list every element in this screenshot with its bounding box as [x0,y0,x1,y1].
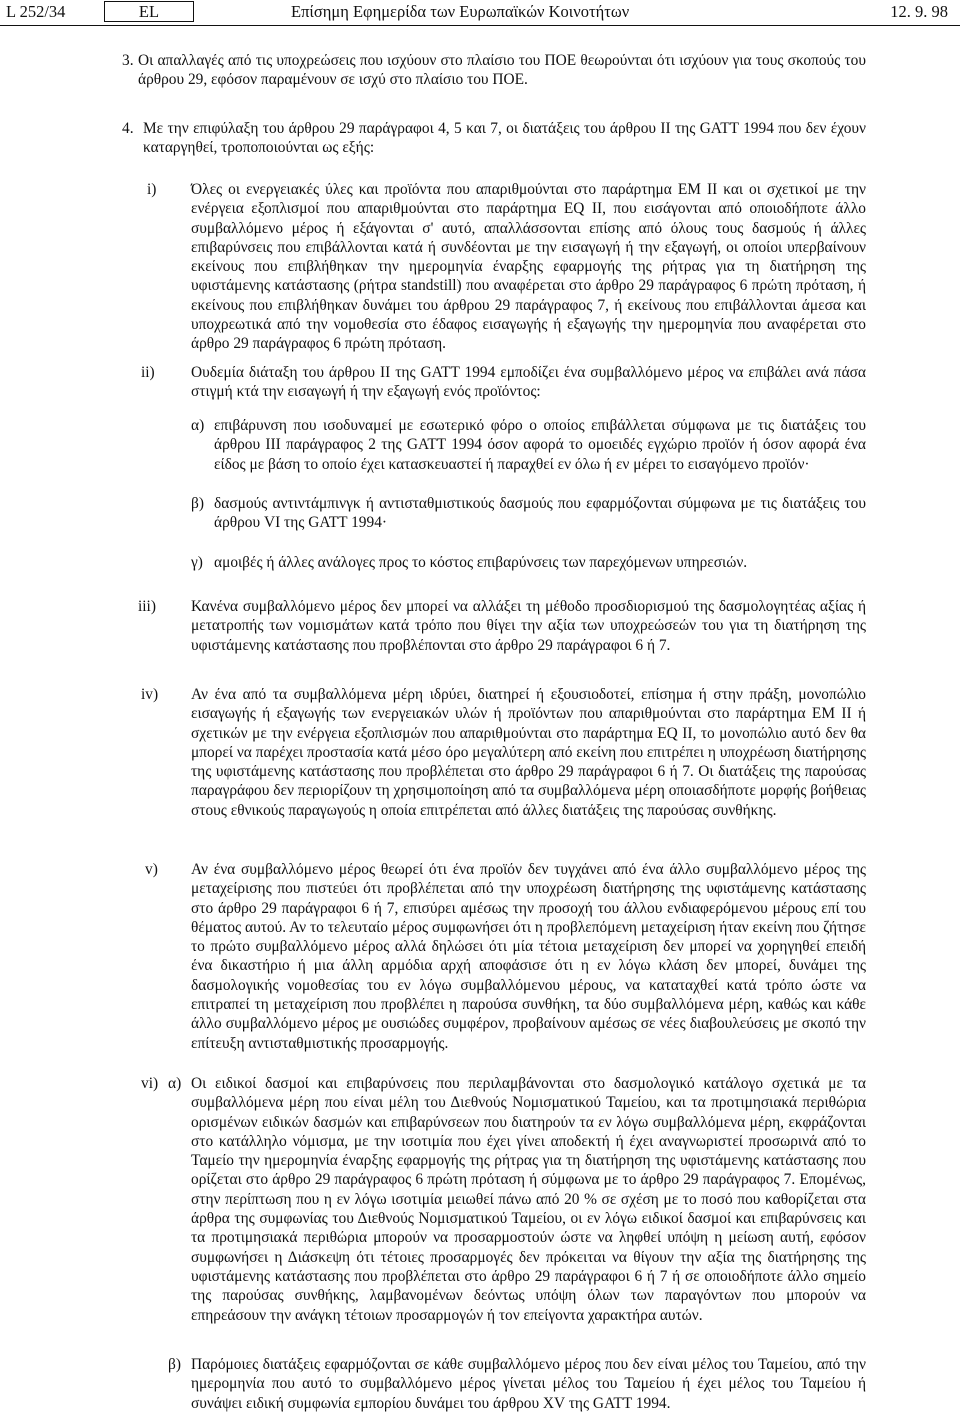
item-ii-c-text: αμοιβές ή άλλες ανάλογες προς το κόστος επιβαρύνσεις των παρεχόμενων υπηρεσιών. [214,554,748,571]
language-badge: EL [104,1,194,22]
header-rule [0,25,960,26]
item-iii-label: iii) [138,598,156,615]
item-ii-c-label: γ) [191,554,203,571]
item-ii-label: ii) [141,364,155,381]
paragraph-3-number: 3. [122,52,134,69]
paragraph-4-text: Με την επιφύλαξη του άρθρου 29 παράγραφοι 4, 5 και 7, οι διατάξεις του άρθρου II της GATT 1994 που δεν έχουν καταργηθεί, τροποποιούνται ως εξής: [143,120,866,157]
item-vi-label: vi) [141,1075,159,1092]
item-iv-text: Αν ένα από τα συμβαλλόμενα μέρη ιδρύει, διατηρεί ή εξουσιοδοτεί, επίσημα ή στην πράξη, μονοπώλιο εισαγωγής ή εξαγωγής των ενεργειακών υλών ή προϊόντων που απαριθμούνται στο παράρτημα EM II ή σχετικών με την ενέργεια εξοπλισμών που απαριθμούνται στο παράρτημα EQ II, το μονοπώλιο αυτό δεν θα μπορεί να παρέχει προστασία κατά μέσο όρο μεγαλύτερη από εκείνη που επιτρέπει η υποχρέωση διατήρησης της υφιστάμενης κατάστασης που προβλέπεται στο άρθρο 29 παράγραφοι 6 ή 7. Οι διατάξεις της παρούσας παραγράφου δεν περιορίζουν τη χρησιμοποίηση από τα συμβαλλόμενα μέρη οποιασδήποτε μορφής βοήθειας στους εθνικούς παραγωγούς η οποία επιτρέπεται από άλλες διατάξεις της παρούσας συνθήκης. [191,686,866,819]
journal-title: Επίσημη Εφημερίδα των Ευρωπαϊκών Κοινοτήτων [291,2,630,21]
item-vi-a-text: Οι ειδικοί δασμοί και επιβαρύνσεις που περιλαμβάνονται στο δασμολογικό κατάλογο σχετικά με τα συμβαλλόμενα μέρη που είναι μέλη του Διεθνούς Νομισματικού Ταμείου, και τα προτιμησιακά περιθώρια ορισμένων ειδικών δασμών και επιβαρύνσεων που διατηρούν τα εν λόγω συμβαλλόμενα μέρη, εκφράζονται στο κατάλληλο νόμισμα, με την ισοτιμία που έχει γίνει αποδεκτή ή έχει αναγνωριστεί προσωρινά από το Ταμείο την ημερομηνία έναρξης εφαρμογής της ρήτρας για τη διατήρηση της υφιστάμενης κατάστασης που ορίζεται στο άρθρο 29 παράγραφος 6 πρώτη πρόταση ή σύμφωνα με το άρθρο 29 παράγραφος 7. Επομένως, στην περίπτωση που η εν λόγω ισοτιμία μειωθεί πάνω από 20 % σε σχέση με το ποσό που καθορίζεται στα άρθρα της συμφωνίας του Διεθνούς Νομισματικού Ταμείου, οι εν λόγω ειδικοί δασμοί και επιβαρύνσεις και τα προτιμησιακά περιθώρια μπορούν να προσαρμοστούν ώστε να ληφθεί υπόψη η μείωση αυτή, εφόσον συμφωνήσει η Διάσκεψη ότι τέτοιες προσαρμογές δεν πρόκειται να θίγουν την αξία της διατήρησης της υφιστάμενης κατάστασης που προβλέπεται στο άρθρο 29 παράγραφοι 6 ή 7 ή σε οποιοδήποτε άλλο σημείο της παρούσας συνθήκης, λαμβανομένων δεόντως υπόψη όλων των παραγόντων που μπορούν να επηρεάσουν την ανάγκη τέτοιων προσαρμογών ή τον επείγοντα χαρακτήρα αυτών. [191,1075,866,1324]
item-i-text: Όλες οι ενεργειακές ύλες και προϊόντα που απαριθμούνται στο παράρτημα EM II και οι σχετικοί με την ενέργεια εξοπλισμοί που απαριθμούνται στο παράρτημα EQ II, που εισάγονται από οποιοδήποτε άλλο συμβαλλόμενο μέρος ή εξάγονται σ' αυτό, απαλλάσσονται επίσης από όλους τους δασμούς ή άλλες επιβαρύνσεις που επιβάλλονται κατά ή συνδέονται με την εισαγωγή ή την εξαγωγή, οι οποίοι υπερβαίνουν εκείνους που επιβλήθηκαν την ημερομηνία έναρξης εφαρμογής της ρήτρας για τη διατήρηση της υφιστάμενης κατάστασης (ρήτρα standstill) που αναφέρεται στο άρθρο 29 παράγραφος 6 πρώτη πρόταση, ή εκείνους που επιβλήθηκαν δυνάμει του άρθρου 29 παράγραφος 7, ή εκείνους που επιβάλλονται άμεσα και υποχρεωτικά από την νομοθεσία στο έδαφος εισαγωγής ή εξαγωγής την ημερομηνία που αναφέρεται στο άρθρο 29 παράγραφος 6 πρώτη πρόταση. [191,181,866,353]
page-header [0,0,960,24]
item-ii-a-label: α) [191,417,205,434]
item-ii-a-text: επιβάρυνση που ισοδυναμεί με εσωτερικό φόρο ο οποίος επιβάλλεται σύμφωνα με τις διατάξεις του άρθρου III παράγραφος 2 της GATT 1994 όσον αφορά το ομοειδές εγχώριο προϊόν ή όσον αφορά ένα είδος με βάση το οποίο έχει κατασκευαστεί ή παραχθεί εν όλω ή εν μέρει το εισαγόμενο προϊόν· [214,417,866,473]
item-v-text: Αν ένα συμβαλλόμενο μέρος θεωρεί ότι ένα προϊόν δεν τυγχάνει από ένα άλλο συμβαλλόμενο μέρος της μεταχείρισης που πιστεύει ότι προβλέπεται από την υποχρέωση διατήρησης της υφιστάμενης κατάστασης στο άρθρο 29 παράγραφοι 6 ή 7, επισύρει αμέσως την προσοχή του άλλου ενδιαφερόμενου μέρους επί του θέματος αυτού. Αν το τελευταίο μέρος συμφωνήσει ότι η προβλεπόμενη μεταχείριση ήταν εκείνη που ζήτησε το πρώτο συμβαλλόμενο μέρος αλλά δηλώσει ότι μία τέτοια μεταχείριση δεν μπορεί να χορηγηθεί επειδή ένα δικαστήριο ή μια άλλη αρμόδια αρχή αποφάσισε ότι η εν λόγω κλάση δεν μπορεί, δυνάμει της δασμολογικής νομοθεσίας του εν λόγω συμβαλλόμενου μέρους, να καταταχθεί κατά τρόπο ώστε να επιτραπεί τη μεταχείριση που προβλέπει η παρούσα συνθήκη, τα δύο συμβαλλόμενα μέρη, καθώς και κάθε άλλο συμβαλλόμενο μέρος με ουσιώδες συμφέρον, προβαίνουν αμέσως σε νέες διαβουλεύσεις με σκοπό την επίτευξη αντισταθμιστικής προσαρμογής. [191,861,866,1052]
item-vi-a-label: α) [168,1075,182,1092]
item-vi-b-label: β) [168,1356,181,1373]
issue-date: 12. 9. 98 [890,2,948,21]
item-iii-text: Κανένα συμβαλλόμενο μέρος δεν μπορεί να αλλάξει τη μέθοδο προσδιορισμού της δασμολογητέας αξίας ή μετατροπής των νομισμάτων κατά τρόπο που θίγει την αξία των υποχρεώσεών του για τη διατήρηση της υφιστάμενης κατάστασης που προβλέπονται στο άρθρο 29 παράγραφοι 6 ή 7. [191,598,866,654]
item-v-label: v) [145,861,158,878]
item-vi-b-text: Παρόμοιες διατάξεις εφαρμόζονται σε κάθε συμβαλλόμενο μέρος που δεν είναι μέλος του Ταμείου, από την ημερομηνία που αυτό το συμβαλλόμενο μέρος γίνεται μέλος του Ταμείου ή έχει μέλος του Ταμείου ή συνάψει ειδική συμφωνία εμπορίου δυνάμει του άρθρου XV της GATT 1994. [191,1356,866,1412]
item-i-label: i) [147,181,157,198]
page-reference: L 252/34 [6,2,66,21]
item-ii-text: Ουδεμία διάταξη του άρθρου II της GATT 1994 εμποδίζει ένα συμβαλλόμενο μέρος να επιβάλει ανά πάσα στιγμή κτά την εισαγωγή ή την εξαγωγή ενός προϊόντος: [191,364,866,401]
item-ii-b-text: δασμούς αντιντάμπινγκ ή αντισταθμιστικούς δασμούς που εφαρμόζονται σύμφωνα με τις διατάξεις του άρθρου VI της GATT 1994· [214,495,866,532]
item-iv-label: iv) [141,686,159,703]
paragraph-3-text: Οι απαλλαγές από τις υποχρεώσεις που ισχύουν στο πλαίσιο του ΠΟΕ θεωρούνται ότι ισχύουν για τους σκοπούς του άρθρου 29, εφόσον παραμένουν σε ισχύ στο πλαίσιο του ΠΟΕ. [138,52,866,89]
item-ii-b-label: β) [191,495,204,512]
paragraph-4-number: 4. [122,120,134,137]
